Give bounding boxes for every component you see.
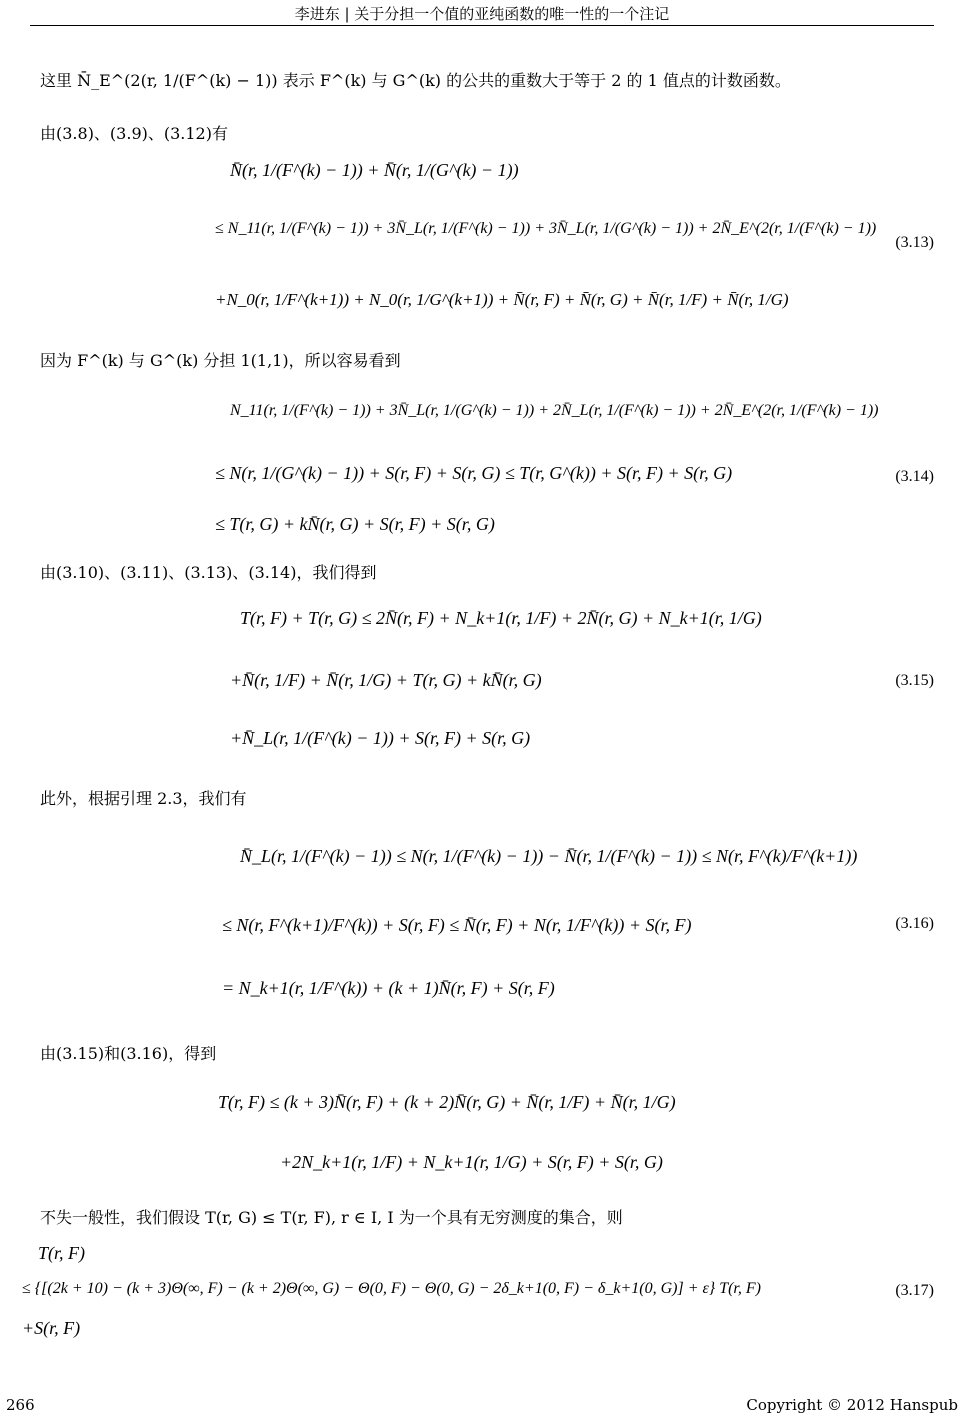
page-number: 266 xyxy=(6,1396,35,1414)
paragraph-2: 由(3.8)、(3.9)、(3.12)有 xyxy=(40,124,228,143)
eq-3-15-line-1: T(r, F) + T(r, G) ≤ 2N̄(r, F) + N_k+1(r, 1/F) + 2N̄(r, G) + N_k+1(r, 1/G) xyxy=(240,608,762,628)
eq-3-14-line-3: ≤ T(r, G) + kN̄(r, G) + S(r, F) + S(r, G) xyxy=(215,514,495,534)
eq-label-3-16: (3.16) xyxy=(895,915,934,932)
eq-3-13-line-3: +N_0(r, 1/F^(k+1)) + N_0(r, 1/G^(k+1)) + N̄(r, F) + N̄(r, G) + N̄(r, 1/F) + N̄(r, 1/G) xyxy=(215,290,789,309)
eq-unnumbered-line-1: T(r, F) ≤ (k + 3)N̄(r, F) + (k + 2)N̄(r, G) + N̄(r, 1/F) + N̄(r, 1/G) xyxy=(218,1092,676,1112)
eq-3-14-line-1: N_11(r, 1/(F^(k) − 1)) + 3N̄_L(r, 1/(G^(k) − 1)) + 2N̄_L(r, 1/(F^(k) − 1)) + 2N̄_E^(2(r, 1/(F^(k) − 1)) xyxy=(230,402,879,419)
copyright-notice: Copyright © 2012 Hanspub xyxy=(746,1396,958,1414)
eq-3-16-line-3: = N_k+1(r, 1/F^(k)) + (k + 1)N̄(r, F) + S(r, F) xyxy=(222,978,555,998)
paragraph-7: 不失一般性，我们假设 T(r, G) ≤ T(r, F), r ∈ I, I 为一个具有无穷测度的集合，则 xyxy=(40,1208,623,1227)
running-header: 李进东 | 关于分担一个值的亚纯函数的唯一性的一个注记 xyxy=(294,5,670,23)
eq-label-3-17: (3.17) xyxy=(895,1282,934,1299)
paragraph-1: 这里 N̄_E^(2(r, 1/(F^(k) − 1)) 表示 F^(k) 与 G^(k) 的公共的重数大于等于 2 的 1 值点的计数函数。 xyxy=(40,71,791,90)
eq-3-17-line-2: ≤ {[(2k + 10) − (k + 3)Θ(∞, F) − (k + 2)Θ(∞, G) − Θ(0, F) − Θ(0, G) − 2δ_k+1(0, F) − δ_k+1(0, G)] + ε} T(r, F) xyxy=(22,1280,761,1297)
paragraph-6: 由(3.15)和(3.16)，得到 xyxy=(40,1044,217,1063)
eq-3-14-line-2: ≤ N(r, 1/(G^(k) − 1)) + S(r, F) + S(r, G) ≤ T(r, G^(k)) + S(r, F) + S(r, G) xyxy=(215,463,733,483)
eq-3-17-line-3: +S(r, F) xyxy=(22,1318,81,1338)
eq-3-13-line-2: ≤ N_11(r, 1/(F^(k) − 1)) + 3N̄_L(r, 1/(F^(k) − 1)) + 3N̄_L(r, 1/(G^(k) − 1)) + 2N̄_E^(2(r, 1/(F^(k) − 1)) xyxy=(215,220,877,237)
eq-label-3-13: (3.13) xyxy=(895,234,934,251)
paragraph-4: 由(3.10)、(3.11)、(3.13)、(3.14)，我们得到 xyxy=(40,563,377,582)
eq-unnumbered-line-2: +2N_k+1(r, 1/F) + N_k+1(r, 1/G) + S(r, F) + S(r, G) xyxy=(280,1152,663,1172)
eq-3-16-line-2: ≤ N(r, F^(k+1)/F^(k)) + S(r, F) ≤ N̄(r, F) + N(r, 1/F^(k)) + S(r, F) xyxy=(222,915,692,935)
header-rule xyxy=(30,25,934,26)
eq-3-16-line-1: N̄_L(r, 1/(F^(k) − 1)) ≤ N(r, 1/(F^(k) − 1)) − N̄(r, 1/(F^(k) − 1)) ≤ N(r, F^(k)/F^(k+1)) xyxy=(240,846,858,866)
eq-label-3-14: (3.14) xyxy=(895,468,934,485)
eq-3-15-line-2: +N̄(r, 1/F) + N̄(r, 1/G) + T(r, G) + kN̄(r, G) xyxy=(230,670,542,690)
eq-3-17-line-1: T(r, F) xyxy=(38,1243,86,1263)
eq-3-13-line-1: N̄(r, 1/(F^(k) − 1)) + N̄(r, 1/(G^(k) − 1)) xyxy=(230,160,519,180)
paragraph-5: 此外，根据引理 2.3，我们有 xyxy=(40,789,247,808)
eq-label-3-15: (3.15) xyxy=(895,672,934,689)
paragraph-3: 因为 F^(k) 与 G^(k) 分担 1(1,1)，所以容易看到 xyxy=(40,351,401,370)
eq-3-15-line-3: +N̄_L(r, 1/(F^(k) − 1)) + S(r, F) + S(r, G) xyxy=(230,728,531,748)
